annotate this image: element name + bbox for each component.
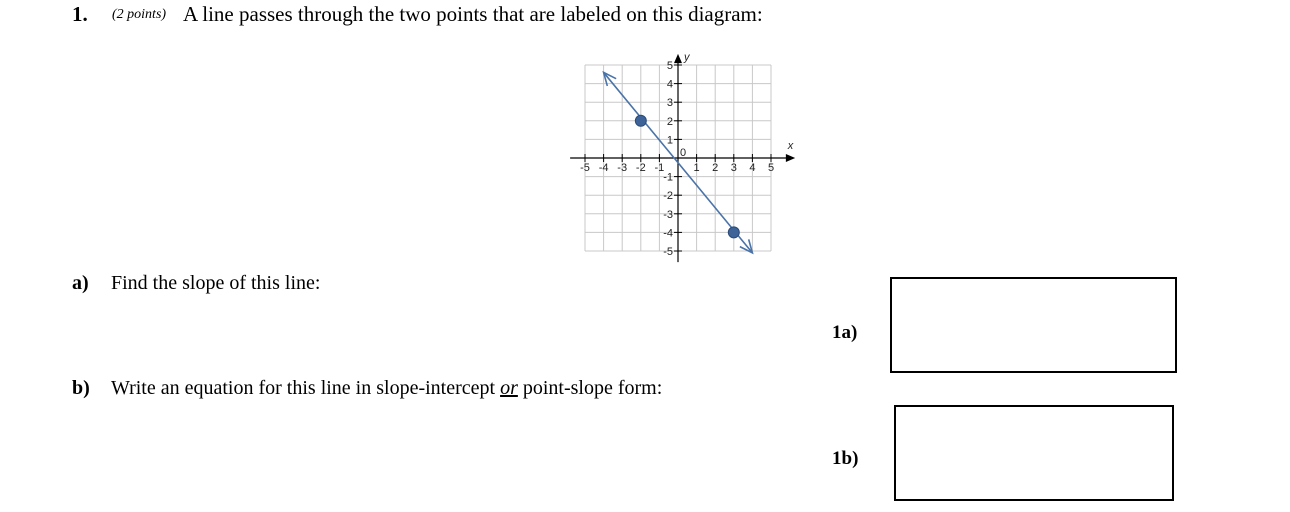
part-b-text xyxy=(111,377,662,400)
labeled-point xyxy=(635,115,646,126)
x-tick-label: 4 xyxy=(749,162,756,174)
y-tick-label: 5 xyxy=(666,60,673,72)
answer-box-1a[interactable] xyxy=(890,277,1177,373)
y-tick-label: 2 xyxy=(666,115,673,128)
x-tick-label: 1 xyxy=(693,162,700,174)
y-axis-label: y xyxy=(684,51,690,64)
y-tick-label: -2 xyxy=(663,190,673,203)
part-b-text-after: point-slope form: xyxy=(517,377,663,399)
y-tick-label: -3 xyxy=(663,208,673,221)
y-tick-label: 4 xyxy=(666,78,673,91)
part-b-label: b) xyxy=(72,377,90,399)
question-points: (2 points) xyxy=(112,7,167,22)
x-axis-label: x xyxy=(787,140,794,152)
y-axis-arrow-icon xyxy=(674,54,682,63)
part-a-label: a) xyxy=(72,272,89,294)
origin-label: 0 xyxy=(680,147,687,159)
question-prompt: A line passes through the two points that are labeled on this diagram: xyxy=(183,2,763,26)
labeled-point xyxy=(728,227,739,238)
x-tick-label: 5 xyxy=(767,162,775,174)
x-tick-label: -5 xyxy=(580,162,590,174)
part-b-text-before: Write an equation for this line in slope-intercept xyxy=(111,377,501,399)
y-tick-label: -4 xyxy=(663,227,673,240)
x-tick-label: -1 xyxy=(654,162,665,174)
graph-tick-labels xyxy=(580,60,774,258)
coordinate-graph xyxy=(560,40,800,265)
x-tick-label: -2 xyxy=(635,162,646,174)
x-tick-label: 3 xyxy=(730,162,737,174)
y-tick-label: -1 xyxy=(663,171,673,184)
x-tick-label: 2 xyxy=(712,162,719,174)
answer-label-1a: 1a) xyxy=(832,322,858,343)
x-axis-arrow-icon xyxy=(786,154,795,162)
y-tick-label: 3 xyxy=(666,97,673,110)
y-tick-label: 1 xyxy=(666,134,673,147)
question-number: 1. xyxy=(72,2,88,26)
answer-box-1b[interactable] xyxy=(894,405,1174,501)
x-tick-label: -4 xyxy=(598,162,609,174)
part-b-text-emph: or xyxy=(500,377,518,399)
y-tick-label: -5 xyxy=(663,246,673,258)
part-a-text: Find the slope of this line: xyxy=(111,272,321,294)
answer-label-1b: 1b) xyxy=(832,448,859,469)
x-tick-label: -3 xyxy=(617,162,628,174)
